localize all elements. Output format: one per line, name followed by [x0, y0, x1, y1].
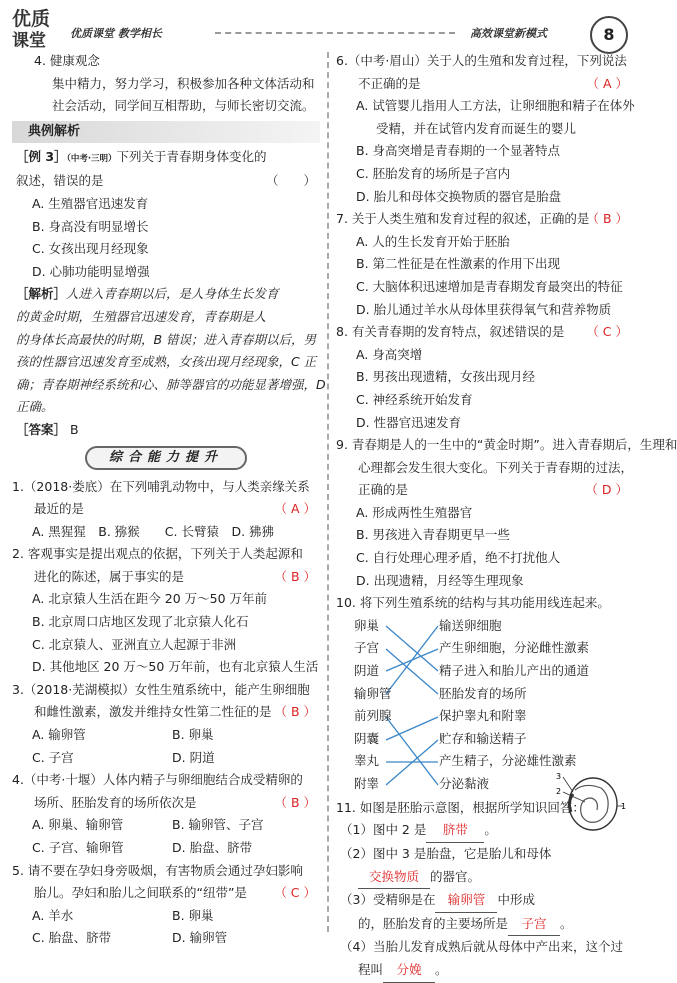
option: A. 黑猩猩 B. 猕猴 C. 长臂猿 D. 狒狒 [32, 523, 275, 539]
answer-value: B [70, 421, 79, 437]
label-line-3 [563, 777, 573, 792]
q11-part4b-end: 。 [435, 962, 448, 977]
option: C. 大脑体积迅速增加是青春期发育最突出的特征 [356, 278, 623, 294]
right-column [336, 50, 677, 983]
q11-part2-cont [336, 866, 632, 890]
option: C. 胚胎发育的场所是子宫内 [356, 165, 511, 181]
left-column [12, 50, 326, 950]
example3-line2 [12, 170, 320, 193]
question-text: 8. 有关青春期的发育特点，叙述错误的是 [336, 324, 565, 340]
q4-stem-line [12, 769, 320, 792]
option-row [12, 837, 320, 860]
example3-paren: （ ） [265, 173, 316, 189]
match-line-scrotum [386, 717, 438, 740]
option: A. 北京猿人生活在距今 20 万～50 万年前 [32, 591, 268, 607]
q6-stem-line [336, 50, 632, 73]
q5-stem-line [12, 860, 320, 883]
q11-part3-end: 中形成 [497, 892, 535, 908]
option: A. 身高突增 [356, 346, 423, 362]
option-row [12, 905, 320, 928]
question-text: 4.（中考·十堰）人体内精子与卵细胞结合成受精卵的 [12, 772, 303, 788]
function-item: 贮存和输送精子 [439, 730, 527, 746]
structure-item: 卵巢 [354, 617, 380, 633]
question-text: 2. 客观事实是提出观点的依据，下列关于人类起源和 [12, 546, 303, 562]
q11-part3b-text: 的，胚胎发育的主要场所是 [358, 915, 509, 931]
option: D. 阴道 [172, 749, 215, 765]
page-header [0, 0, 640, 50]
option: B. 卵巢 [172, 907, 214, 923]
option: D. 胎儿和母体交换物质的器官是胎盘 [356, 188, 562, 204]
option: B. 北京周口店地区发现了北京猿人化石 [32, 614, 249, 630]
option: B. 卵巢 [172, 727, 214, 743]
q2-stem-line [12, 566, 320, 589]
q6-stem-line [336, 73, 632, 96]
q8-stem-line [336, 321, 632, 344]
page-number: 8 [590, 16, 628, 54]
match-line-ovary [386, 626, 438, 671]
column-divider [327, 52, 329, 932]
option: 受精，并在试管内发育而诞生的婴儿 [376, 120, 577, 136]
structure-item: 前列腺 [354, 708, 392, 724]
question-text: 5. 请不要在孕妇身旁吸烟，有害物质会通过孕妇影响 [12, 862, 303, 878]
comprehensive-banner [12, 446, 320, 472]
question-text: 3.（2018·芜湖模拟）女性生殖系统中，能产生卵细胞 [12, 681, 310, 697]
q11-part2 [336, 843, 632, 866]
example3-label: ［例 3］ [16, 148, 67, 164]
analysis-line1 [12, 283, 320, 306]
answer-mark: （ B ） [274, 568, 316, 584]
answer-mark: （ C ） [274, 885, 316, 901]
option: B. 第二性征是在性激素的作用下出现 [356, 256, 561, 272]
example3-line1 [12, 146, 320, 171]
answer-mark: （ A ） [586, 75, 628, 91]
option: C. 北京猿人、亚洲直立人起源于非洲 [32, 636, 237, 652]
option: A. 卵巢、输卵管 [32, 817, 124, 833]
option: A. 形成两性生殖器官 [356, 504, 473, 520]
q11-part2-end: 的器官。 [430, 868, 481, 884]
header-divider [215, 32, 455, 34]
q11-part3-cont [336, 913, 632, 937]
option: D. 性器官迅速发育 [356, 414, 462, 430]
analysis-line6: 正确。 [16, 399, 54, 415]
q9-stem-line [336, 434, 677, 457]
embryo-diagram [555, 772, 627, 834]
q4-stem-line [12, 792, 320, 815]
q2-stem-line [12, 543, 320, 566]
question-text: 最近的是 [34, 501, 85, 517]
q11-part3-answer: 输卵管 [435, 889, 497, 913]
option: B. 男孩出现遗精，女孩出现月经 [356, 369, 536, 385]
item4-line2: 社会活动，同学间互相帮助，与师长密切交流。 [52, 98, 315, 114]
q11-part4: （4）当胎儿发育成熟后就从母体中产出来，这个过 [340, 939, 623, 955]
right-questions [336, 50, 677, 592]
label-line-2 [563, 792, 585, 802]
example3-option: A. 生殖器官迅速发育 [32, 195, 149, 211]
option: D. 胎儿通过羊水从母体里获得氧气和营养物质 [356, 301, 612, 317]
q3-stem-line [12, 701, 320, 724]
answer-mark: （ C ） [586, 324, 628, 340]
matching-exercise [336, 615, 632, 797]
option-row [12, 724, 320, 747]
banner-title: 综合能力提升 [85, 446, 247, 470]
q9-stem-line [336, 479, 632, 502]
header-slogan: 优质课堂 教学相长 [70, 27, 162, 40]
option: C. 神经系统开始发育 [356, 391, 473, 407]
left-questions [12, 476, 320, 950]
example3-option: B. 身高没有明显增长 [32, 218, 149, 234]
example3-option: D. 心肺功能明显增强 [32, 263, 150, 279]
option-row [12, 747, 320, 770]
answer-line [12, 419, 320, 442]
q11-part2-answer: 交换物质 [358, 866, 430, 890]
matching-lines [386, 615, 444, 797]
structure-item: 输卵管 [354, 685, 392, 701]
q11-part2-text: （2）图中 3 是胎盘，它是胎儿和母体 [340, 846, 552, 862]
logo-bottom: 课堂 [12, 31, 46, 51]
q9-stem-line [336, 457, 632, 480]
logo [10, 4, 58, 51]
q11-part4b-answer: 分娩 [383, 959, 435, 983]
q11-part1-answer: 脐带 [426, 819, 484, 843]
question-text: 进化的陈述，属于事实的是 [34, 568, 185, 584]
option: D. 输卵管 [172, 930, 228, 946]
analysis-line2: 的黄金时期，生殖器官迅速发育，青春期是人 [16, 308, 267, 324]
q11-part3b-answer: 子宫 [508, 913, 560, 937]
question-text: 心理都会发生很大变化。下列关于青春期的过法， [358, 459, 634, 475]
option: C. 胎盘、脐带 [32, 930, 112, 946]
section-heading: 典例解析 [28, 123, 81, 139]
match-line-oviduct [386, 626, 438, 694]
function-item: 胚胎发育的场所 [439, 685, 527, 701]
section-heading-bar [12, 121, 320, 143]
option: A. 人的生长发育开始于胚胎 [356, 233, 510, 249]
analysis-line4: 孩的性器官迅速发育至成熟，女孩出现月经现象，C 正 [16, 354, 317, 370]
analysis-line5: 确；青春期神经系统和心、肺等器官的功能显著增强，D [16, 376, 326, 392]
item4-line1: 集中精力，努力学习，积极参加各种文体活动和 [52, 75, 315, 91]
analysis-text: 人进入青春期以后，是人身体生长发育 [66, 286, 279, 302]
q5-stem-line [12, 882, 320, 905]
answer-mark: （ B ） [274, 704, 316, 720]
option: D. 出现遗精，月经等生理现象 [356, 572, 524, 588]
question-text: 胎儿。孕妇和胎儿之间联系的“纽带”是 [34, 885, 247, 901]
item4-title: 4. 健康观念 [34, 53, 100, 68]
option: C. 子宫、输卵管 [32, 840, 124, 855]
example3-option: C. 女孩出现月经现象 [32, 241, 149, 257]
analysis-line3: 的身体长高最快的时期，B 错误；进入青春期以后，男 [16, 331, 317, 347]
question-text: 和雌性激素，激发并维持女性第二性征的是 [34, 704, 272, 720]
option: D. 其他地区 20 万～50 万年前，也有北京猿人生活 [32, 659, 319, 675]
example3-text2: 叙述，错误的是 [16, 173, 104, 189]
q11-part3 [336, 889, 632, 913]
q11-part4-cont [336, 959, 632, 983]
option: B. 输卵管、子宫 [172, 817, 264, 833]
label-3: 3 [556, 772, 562, 781]
function-item: 产生卵细胞，分泌雌性激素 [439, 640, 590, 656]
label-2: 2 [556, 787, 562, 796]
answer-mark: （ B ） [274, 794, 316, 810]
option: C. 子宫 [32, 749, 74, 765]
match-line-uterus [386, 649, 438, 694]
option: A. 输卵管 [32, 727, 86, 743]
question-text: 不正确的是 [358, 75, 421, 91]
header-motto: 高效课堂新模式 [470, 27, 547, 40]
fetus-outline [575, 785, 608, 822]
question-text: 7. 关于人类生殖和发育过程的叙述，正确的是 [336, 211, 590, 227]
option: A. 羊水 [32, 907, 74, 923]
structure-item: 睾丸 [354, 753, 380, 769]
option: B. 身高突增是青春期的一个显著特点 [356, 143, 561, 159]
q7-stem-line [336, 208, 632, 231]
function-item: 产生精子，分泌雄性激素 [439, 753, 577, 769]
question-text: 场所、胚胎发育的场所依次是 [34, 794, 197, 810]
function-item: 保护睾丸和附睾 [439, 708, 527, 724]
answer-mark: （ B ） [586, 211, 628, 227]
option-row [12, 814, 320, 837]
structure-item: 阴道 [354, 663, 380, 679]
option: C. 自行处理心理矛盾，绝不打扰他人 [356, 550, 561, 566]
q11-part3b-end: 。 [560, 915, 573, 931]
option: B. 男孩进入青春期更早一些 [356, 527, 511, 543]
option: D. 胎盘、脐带 [172, 840, 253, 855]
question-text: 6.（中考·眉山）关于人的生殖和发育过程，下列说法 [336, 53, 627, 68]
question-text: 9. 青春期是人的一生中的“黄金时期”。进入青春期后，生理和 [336, 437, 677, 453]
label-1: 1 [621, 802, 627, 811]
function-item: 分泌黏液 [439, 776, 490, 792]
option: A. 试管婴儿指用人工方法，让卵细胞和精子在体外 [356, 98, 635, 114]
logo-top: 优质 [12, 8, 51, 30]
answer-mark: （ D ） [585, 482, 628, 498]
analysis-label: ［解析］ [16, 286, 67, 302]
structure-item: 阴囊 [354, 730, 380, 746]
example3-source: （中考·三明） [66, 153, 117, 164]
option-row [12, 927, 320, 950]
example3-text: 下列关于青春期身体变化的 [116, 148, 267, 164]
function-item: 精子进入和胎儿产出的通道 [439, 663, 590, 679]
question-text: 正确的是 [358, 482, 409, 498]
answer-label: ［答案］ [16, 421, 67, 437]
structure-item: 附睾 [354, 776, 380, 792]
q11-part3-text: （3）受精卵是在 [340, 892, 436, 908]
q11-part1-end: 。 [484, 822, 497, 838]
answer-mark: （ A ） [274, 501, 316, 517]
q3-stem-line [12, 679, 320, 702]
structure-item: 子宫 [354, 640, 380, 656]
q11-part1-text: （1）图中 2 是 [340, 822, 427, 838]
q11-part4b-text: 程叫 [358, 962, 384, 977]
question-text: 1.（2018·娄底）在下列哺乳动物中，与人类亲缘关系 [12, 478, 310, 494]
match-line-prostate [386, 717, 438, 785]
function-item: 输送卵细胞 [439, 617, 502, 633]
example3-options [12, 193, 320, 283]
q1-stem-line [12, 476, 320, 499]
q1-stem-line [12, 498, 320, 521]
q11-stem: 11. 如图是胚胎示意图，根据所学知识回答： [336, 799, 585, 815]
q10-stem: 10. 将下列生殖系统的结构与其功能用线连起来。 [336, 595, 610, 611]
